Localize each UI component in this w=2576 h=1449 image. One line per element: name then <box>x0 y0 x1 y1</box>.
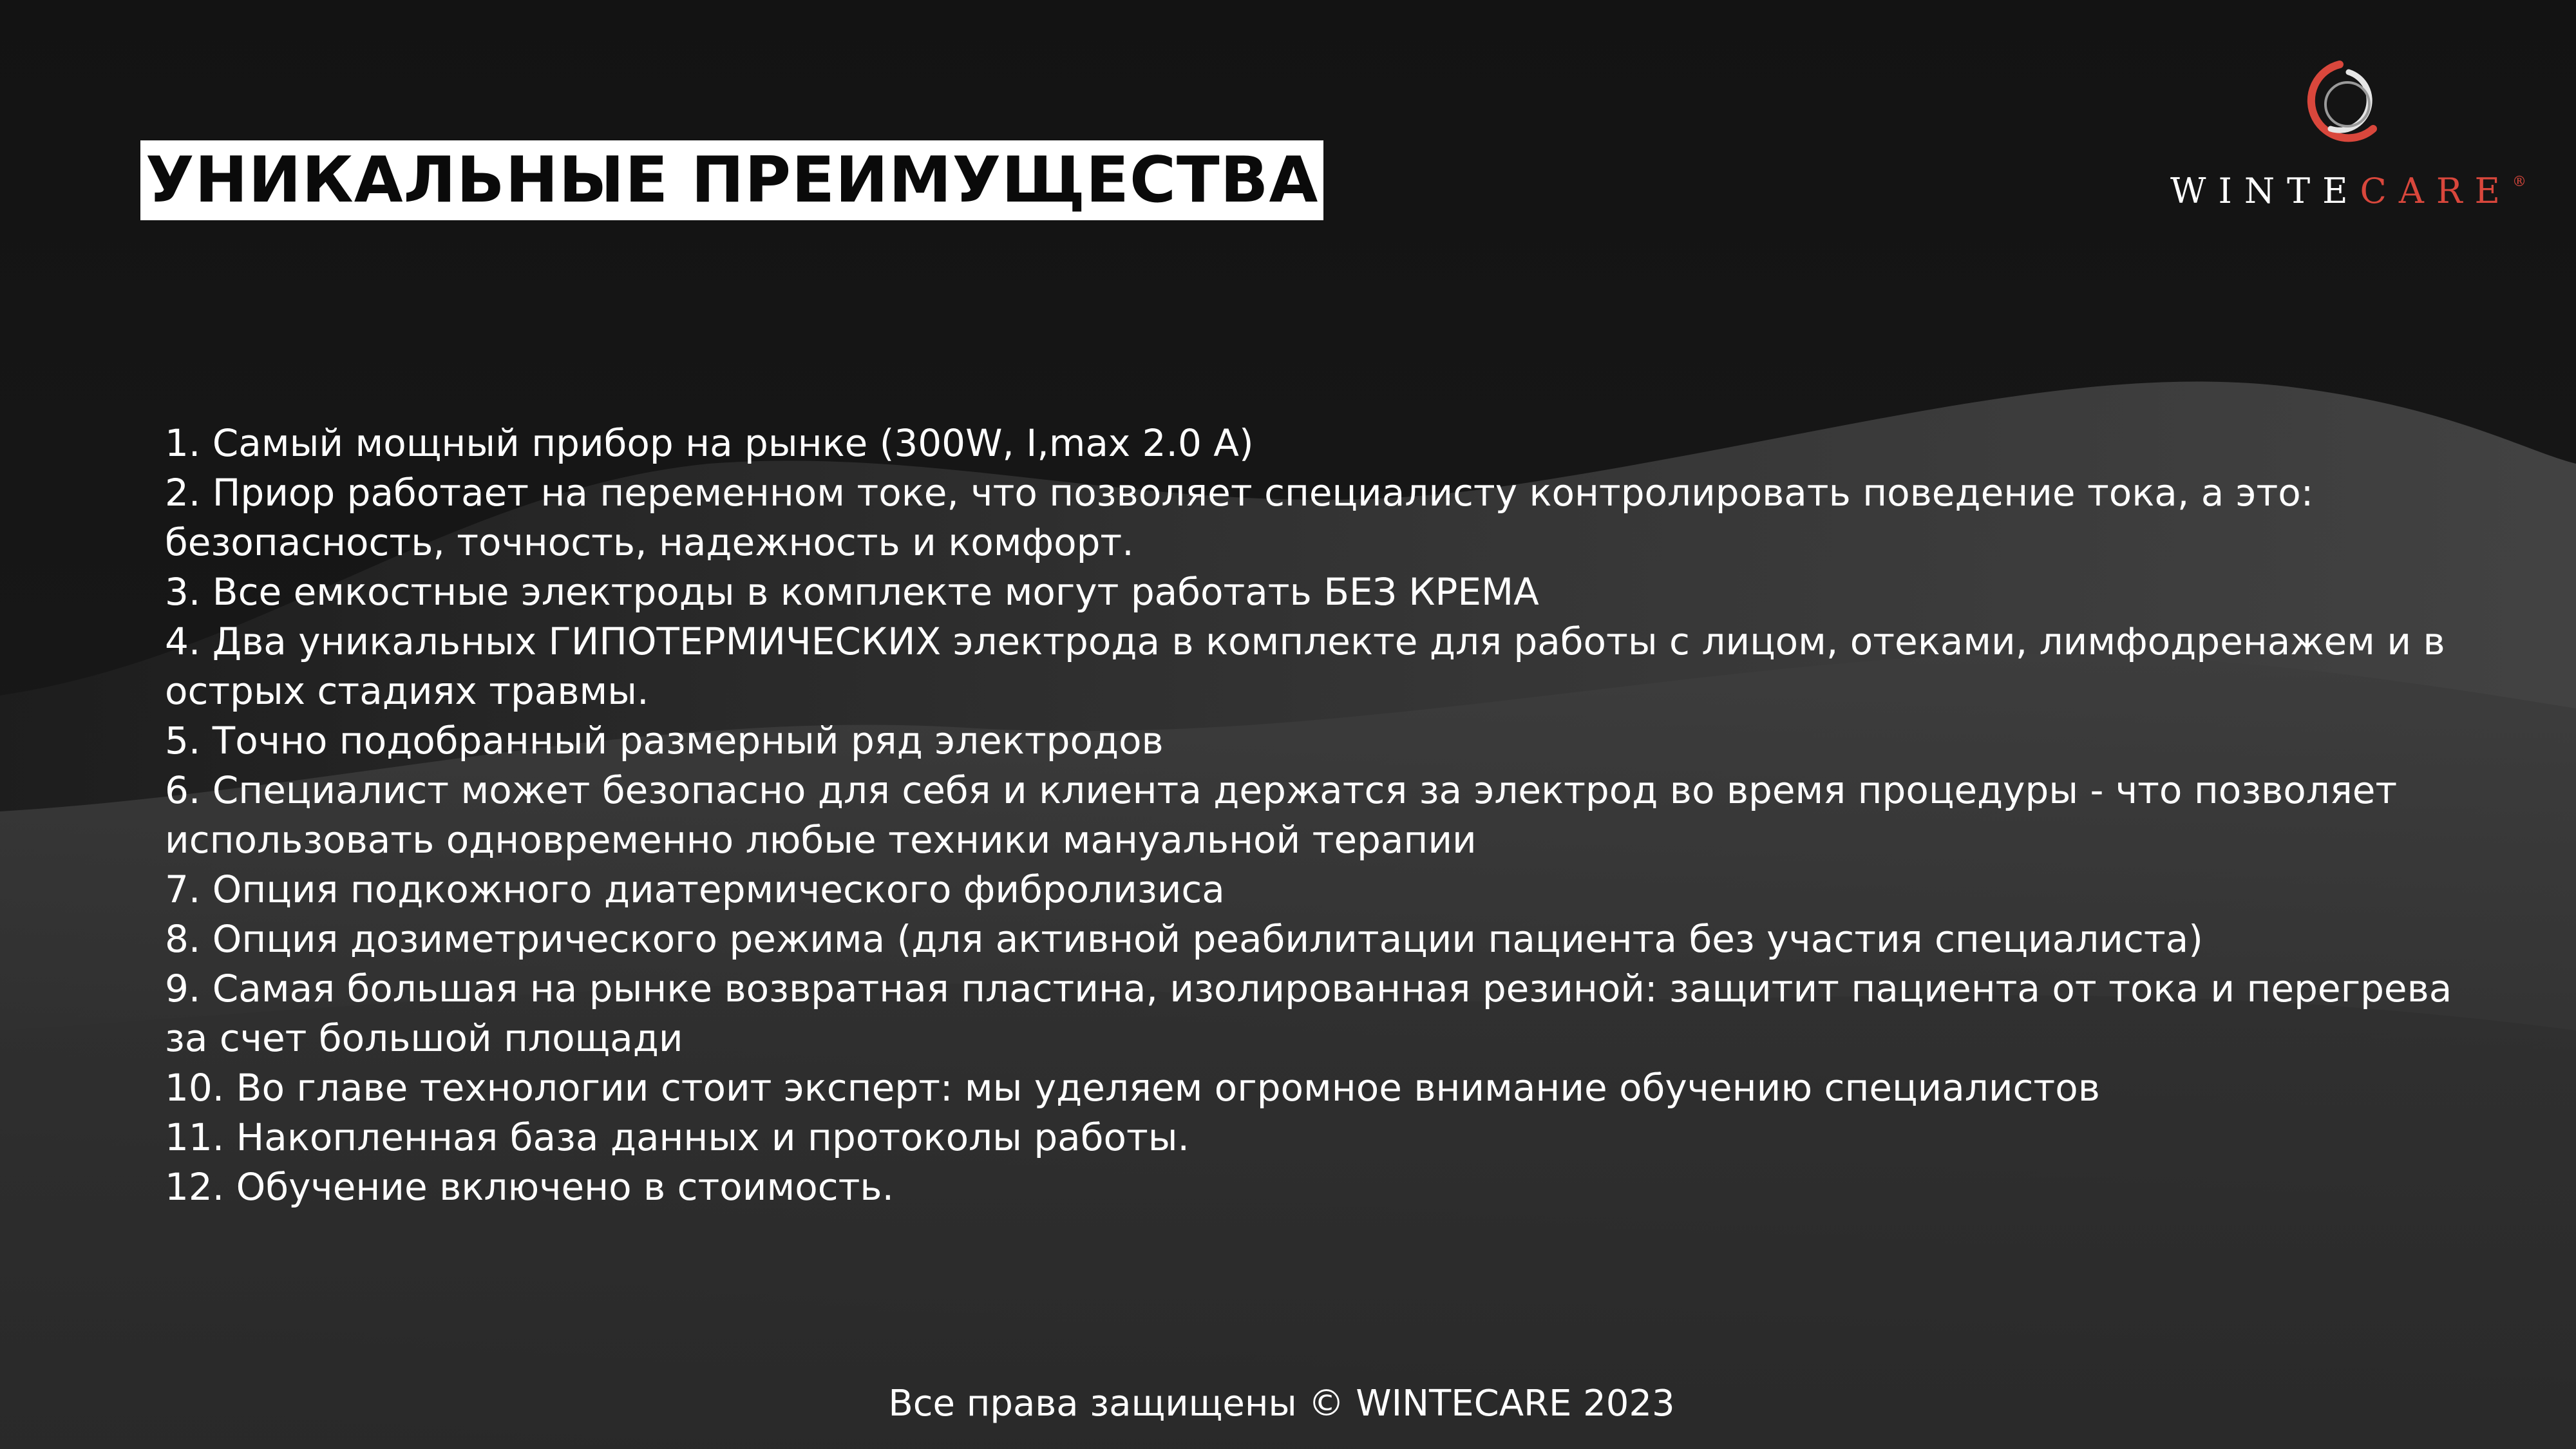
wintecare-logo <box>2164 58 2537 213</box>
copyright-footer: Все права защищены © WINTECARE 2023 <box>888 1383 1675 1425</box>
list-item: 9. Самая большая на рынке возвратная пластина, изолированная резиной: защитит пациента от тока и перегрева за счет большой площади <box>165 967 2452 1060</box>
list-item: 8. Опция дозиметрического режима (для активной реабилитации пациента без участия специалиста) <box>165 917 2203 961</box>
logo-text-white: WINTE <box>2170 171 2360 211</box>
list-item: 2. Приор работает на переменном токе, что позволяет специалисту контролировать поведение тока, а это: безопасность, точность, надежность и комфорт. <box>165 471 2314 564</box>
list-item: 12. Обучение включено в стоимость. <box>165 1165 895 1209</box>
logo-ring-icon <box>2296 58 2392 148</box>
logo-wordmark <box>2170 160 2526 214</box>
slide-title: УНИКАЛЬНЫЕ ПРЕИМУЩЕСТВА <box>140 140 1323 220</box>
list-item: 4. Два уникальных ГИПОТЕРМИЧЕСКИХ электрода в комплекте для работы с лицом, отеками, лимфодренажем и в острых стадиях травмы. <box>165 620 2445 713</box>
logo-registered-mark: ® <box>2512 174 2526 190</box>
list-item: 11. Накопленная база данных и протоколы работы. <box>165 1115 1189 1159</box>
list-item: 7. Опция подкожного диатермического фибролизиса <box>165 867 1225 911</box>
list-item: 10. Во главе технологии стоит эксперт: мы уделяем огромное внимание обучению специалистов <box>165 1066 2100 1110</box>
list-item: 3. Все емкостные электроды в комплекте могут работать БЕЗ КРЕМА <box>165 570 1539 614</box>
list-item: 1. Самый мощный прибор на рынке (300W, I,max 2.0 A) <box>165 421 1254 465</box>
list-item: 6. Специалист может безопасно для себя и клиента держатся за электрод во время процедуры - что позволяет использовать одновременно любые техники мануальной терапии <box>165 768 2398 862</box>
list-item: 5. Точно подобранный размерный ряд электродов <box>165 719 1164 762</box>
logo-text-accent: CARE <box>2360 171 2512 211</box>
advantages-list <box>165 419 2458 1212</box>
